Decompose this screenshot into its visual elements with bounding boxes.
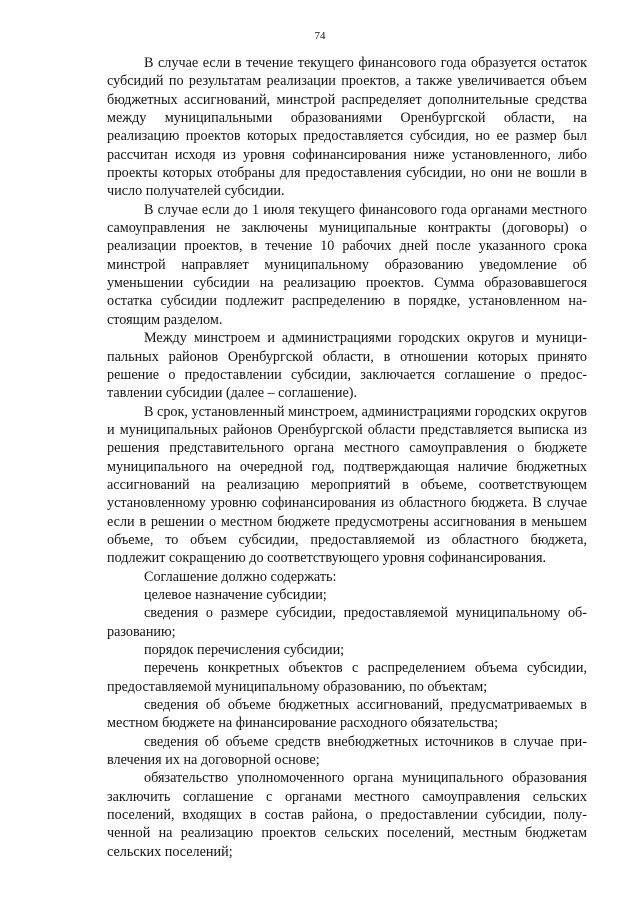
- list-item: сведения об объеме бюджетных ассигнований, предусматриваемых в местном бюджете на финансирование расходного обязательства;: [107, 697, 587, 732]
- list-item: сведения о размере субсидии, предоставляемой муниципальному образованию;: [107, 605, 587, 640]
- paragraph: Между минстроем и администрациями городских округов и муниципальных районов Оренбургской области, в отношении которых принято решение о предоставлении субсидии, заключается соглашение о предоставлении субсидии (далее – соглашение).: [107, 330, 587, 402]
- paragraph: В случае если до 1 июля текущего финансового года органами местного самоуправления не заключены муниципальные контракты (договоры) о реализации проектов, в течение 10 рабочих дней после указанного срока минстрой направляет муниципальному образованию уведомление об уменьшении субсидии на реализацию проектов. Сумма образовавшегося остатка субсидии подлежит распределению в порядке, установленном настоящим разделом.: [107, 201, 587, 328]
- list-item: целевое назначение субсидии;: [144, 586, 327, 603]
- page-number: 74: [314, 30, 326, 42]
- list-item: порядок перечисления субсидии;: [144, 642, 345, 658]
- document-body: [107, 54, 587, 861]
- list-item: сведения об объеме средств внебюджетных источников в случае привлечения их на договорной основе;: [107, 733, 587, 769]
- paragraph: В случае если в течение текущего финансового года образуется остаток субсидий по результатам реализации проектов, а также увеличивается объем бюджетных ассигнований, минстрой распределяет дополнительные средства между муниципальными образованиями Оренбургской области, на реализацию проектов которых предоставляется субсидия, но ее размер был рассчитан исходя из уровня софинансирования ниже установленного, либо проекты которых отобраны для предоставления субсидии, но они не вошли в число получателей субсидии.: [107, 55, 587, 200]
- list-item: обязательство уполномоченного органа муниципального образования заключить соглашение с органами местного самоуправления сельских поселений, входящих в состав района, о предоставлении субсидии, полученной на реализацию проектов сельских поселений, местным бюджетам сельских поселений;: [107, 770, 587, 860]
- list-item: перечень конкретных объектов с распределением объема субсидии, предоставляемой муниципальному образованию, по объектам;: [107, 660, 587, 695]
- paragraph: Соглашение должно содержать:: [144, 568, 337, 585]
- paragraph: В срок, установленный минстроем, администрациями городских округов и муниципальных районов Оренбургской области представляется выписка из решения представительного органа местного самоуправления о бюджете муниципального на очередной год, подтверждающая наличие бюджетных ассигнований на реализацию мероприятий в объеме, соответствующем установленному уровню софинансирования из областного бюджета. В случае если в решении о местном бюджете предусмотрены ассигнования в меньшем объеме, то объем субсидии, предоставляемой из областного бюджета, подлежит сокращению до соответствующего уровня софинансирования.: [107, 403, 587, 567]
